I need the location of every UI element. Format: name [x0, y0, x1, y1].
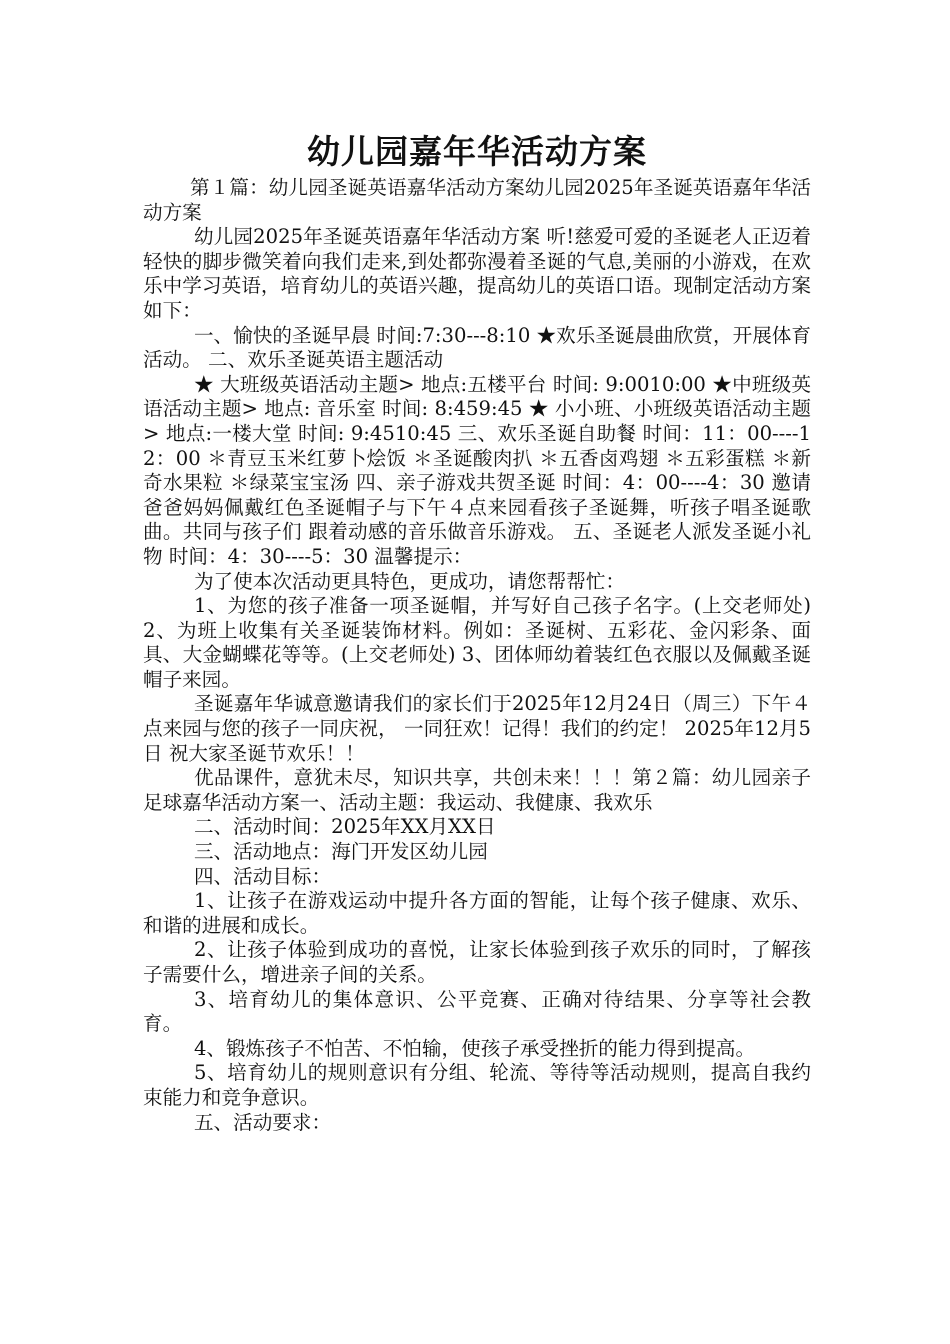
document-page — [143, 128, 811, 1135]
paragraph-7: 圣诞嘉年华诚意邀请我们的家长们于2025年12月24日（周三）下午４点来园与您的孩子一同庆祝， 一同狂欢！记得！我们的约定！ 2025年12月5日 祝大家圣诞节欢乐！！ — [143, 692, 811, 765]
paragraph-14: 3、培育幼儿的集体意识、公平竞赛、正确对待结果、分享等社会教育。 — [143, 987, 811, 1036]
paragraph-11: 四、活动目标： — [193, 864, 332, 888]
paragraph-13: 2、让孩子体验到成功的喜悦，让家长体验到孩子欢乐的同时，了解孩子需要什么，增进亲子间的关系。 — [143, 938, 811, 986]
paragraph-17: 五、活动要求： — [193, 1110, 332, 1134]
paragraph-9: 二、活动时间：2025年XX月XX日 — [193, 815, 496, 839]
paragraph-15: 4、锻炼孩子不怕苦、不怕输，使孩子承受挫折的能力得到提高。 — [193, 1036, 756, 1060]
paragraph-5: 为了使本次活动更具特色，更成功，请您帮帮忙： — [193, 569, 626, 593]
paragraph-3: 一、愉快的圣诞早晨 时间:7:30---8:10 ★欢乐圣诞晨曲欣赏，开展体育活动。 二、欢乐圣诞英语主题活动 — [143, 323, 811, 372]
paragraph-1: 第１篇：幼儿园圣诞英语嘉华活动方案幼儿园2025年圣诞英语嘉年华活动方案 — [143, 176, 811, 224]
paragraph-8: 优品课件，意犹未尽，知识共享，共创未来！！！第２篇：幼儿园亲子足球嘉华活动方案一、活动主题：我运动、我健康、我欢乐 — [143, 766, 811, 814]
paragraph-10: 三、活动地点：海门开发区幼儿园 — [193, 840, 488, 864]
document-title: 幼儿园嘉年华活动方案 — [307, 132, 647, 171]
paragraph-6: 1、为您的孩子准备一项圣诞帽，并写好自己孩子名字。(上交老师处) 2、为班上收集有关圣诞装饰材料。例如：圣诞树、五彩花、金闪彩条、面具、大金蝴蝶花等等。(上交老师处) 3、团体师幼着装红色衣服以及佩戴圣诞帽子来园。 — [143, 594, 811, 691]
paragraph-12: 1、让孩子在游戏运动中提升各方面的智能，让每个孩子健康、欢乐、和谐的进展和成长。 — [143, 889, 811, 937]
paragraph-4: ★ 大班级英语活动主题> 地点:五楼平台 时间: 9:0010:00 ★中班级英语活动主题> 地点: 音乐室 时间: 8:459:45 ★ 小小班、小班级英语活动主题> 地点:一楼大堂 时间: 9:4510:45 三、欢乐圣诞自助餐 时间：11：00----12：00 ＊青豆玉米红萝卜烩饭 ＊圣诞酸肉扒 ＊五香卤鸡翅 ＊五彩蛋糕 ＊新奇水果粒 ＊绿菜宝宝汤 四、亲子游戏共贺圣诞 时间：4：00----4：30 邀请爸爸妈妈佩戴红色圣诞帽子与下午４点来园看孩子圣诞舞，听孩子唱圣诞歌曲。共同与孩子们 跟着动感的音乐做音乐游戏。 五、圣诞老人派发圣诞小礼物 时间：4：30----5：30 温馨提示： — [143, 372, 811, 568]
paragraph-2: 幼儿园2025年圣诞英语嘉年华活动方案 听!慈爱可爱的圣诞老人正迈着轻快的脚步微笑着向我们走来,到处都弥漫着圣诞的气息,美丽的小游戏，在欢乐中学习英语，培育幼儿的英语兴趣，提高幼儿的英语口语。现制定活动方案如下： — [143, 225, 811, 322]
paragraph-16: 5、培育幼儿的规则意识有分组、轮流、等待等活动规则，提高自我约束能力和竞争意识。 — [143, 1061, 811, 1109]
